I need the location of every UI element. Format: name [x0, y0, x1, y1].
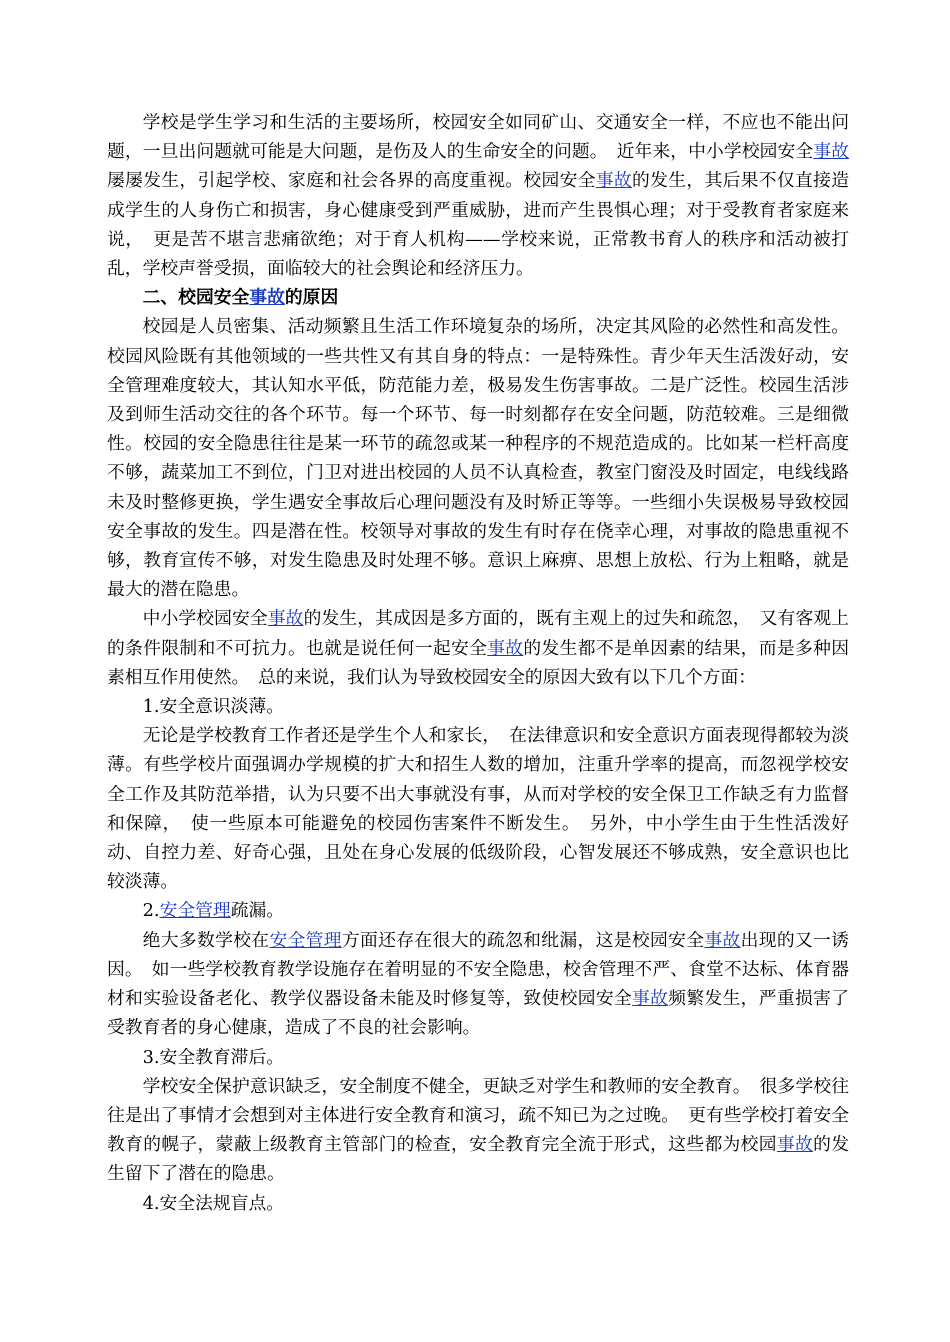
text-run: 校园是人员密集、活动频繁且生活工作环境复杂的场所，决定其风险的必然性和高发性。校园风险既有其他领域的一些共性又有其自身的特点：一是特殊性。青少年天生活泼好动，安全管理难度较大，其认知水平低，防范能力差，极易发生伤害事故。二是广泛性。校园生活涉及到师生活动交往的各个环节。每一个环节、每一时刻都存在安全问题，防范较难。三是细微性。校园的安全隐患往往是某一环节的疏忽或某一种程序的不规范造成的。比如某一栏杆高度不够，蔬菜加工不到位，门卫对进出校园的人员不认真检查，教室门窗没及时固定，电线线路未及时整修更换，学生遇安全事故后心理问题没有及时矫正等等。一些细小失误极易导致校园安全事故的发生。四是潜在性。校领导对事故的发生有时存在侥幸心理，对事故的隐患重视不够，教育宣传不够，对发生隐患及时处理不够。意识上麻痹、思想上放松、行为上粗略，就是最大的潜在隐患。 [107, 316, 849, 601]
text-run: 二、校园安全 [142, 287, 250, 309]
text-run: 学校是学生学习和生活的主要场所，校园安全如同矿山、交通安全一样，不应也不能出问题，一旦出问题就可能是大问题，是伤及人的生命安全的问题。 近年来，中小学校园安全 [107, 112, 849, 163]
text-run: 频繁发生，严重损害了受教育者的身心健康，造成了不良的社会影响。 [107, 988, 849, 1039]
body-paragraph [107, 1043, 849, 1072]
text-run: 无论是学校教育工作者还是学生个人和家长， 在法律意识和安全意识方面表现得都较为淡薄。有些学校片面强调办学规模的扩大和招生人数的增加，注重升学率的提高，而忽视学校安全工作及其防范举措，认为只要不出大事就没有事，从而对学校的安全保卫工作缺乏有力监督和保障， 使一些原本可能避免的校园伤害案件不断发生。 另外，中小学生由于生性活泼好动、自控力差、好奇心强，且处在身心发展的低级阶段，心智发展还不够成熟，安全意识也比较淡薄。 [107, 725, 849, 893]
text-run: 4.安全法规盲点。 [142, 1192, 285, 1214]
body-paragraph [107, 721, 849, 896]
keyword-link[interactable]: 事故 [813, 141, 849, 163]
body-paragraph [107, 692, 849, 721]
body-paragraph [107, 108, 849, 283]
keyword-link[interactable]: 事故 [776, 1134, 814, 1156]
keyword-link[interactable]: 事故 [487, 637, 524, 659]
body-paragraph [107, 1072, 849, 1189]
body-paragraph [107, 926, 849, 1043]
body-paragraph [107, 1189, 849, 1218]
text-run: 的发生，其后果不仅直接造成学生的人身伤亡和损害，身心健康受到严重威胁，进而产生畏惧心理；对于受教育者家庭来说， 更是苦不堪言悲痛欲绝；对于育人机构——学校来说，正常教书育人的秩序和活动被打乱，学校声誉受损，面临较大的社会舆论和经济压力。 [107, 170, 849, 280]
text-run: 学校安全保护意识缺乏，安全制度不健全，更缺乏对学生和教师的安全教育。 很多学校往往是出了事情才会想到对主体进行安全教育和演习，疏不知已为之过晚。 更有些学校打着安全教育的幌子，蒙蔽上级教育主管部门的检查，安全教育完全流于形式，这些都为校园 [107, 1075, 849, 1156]
text-run: 屡屡发生，引起学校、家庭和社会各界的高度重视。校园安全 [107, 170, 596, 192]
text-run: 的发生都不是单因素的结果，而是多种因素相互作用使然。 总的来说，我们认为导致校园安全的原因大致有以下几个方面： [107, 637, 849, 688]
text-run: 出现的又一诱因。 如一些学校教育教学设施存在着明显的不安全隐患，校舍管理不严、食堂不达标、体育器材和实验设备老化、教学仪器设备未能及时修复等，致使校园安全 [107, 929, 849, 1010]
keyword-link[interactable]: 安全管理 [269, 929, 342, 951]
text-run: 1.安全意识淡薄。 [142, 696, 285, 718]
text-run: 方面还存在很大的疏忽和纰漏，这是校园安全 [341, 929, 705, 951]
keyword-link[interactable]: 事故 [595, 170, 633, 192]
body-paragraph [107, 604, 849, 692]
body-paragraph [107, 312, 849, 604]
text-run: 的原因 [284, 287, 339, 309]
keyword-link[interactable]: 安全管理 [159, 900, 231, 922]
keyword-link[interactable]: 事故 [267, 608, 304, 630]
body-paragraph [107, 896, 849, 925]
text-run: 疏漏。 [230, 900, 285, 922]
text-run: 的发生，其成因是多方面的，既有主观上的过失和疏忽， 又有客观上的条件限制和不可抗力。也就是说任何一起安全 [107, 608, 849, 659]
document-page [107, 108, 849, 1218]
keyword-link[interactable]: 事故 [249, 287, 285, 309]
section-heading [107, 283, 849, 312]
keyword-link[interactable]: 事故 [704, 929, 741, 951]
text-run: 中小学校园安全 [142, 608, 268, 630]
text-run: 3.安全教育滞后。 [142, 1046, 285, 1068]
text-run: 绝大多数学校在 [142, 929, 270, 951]
text-run: 的发生留下了潜在的隐患。 [107, 1134, 849, 1185]
text-run: 2. [142, 900, 160, 922]
keyword-link[interactable]: 事故 [632, 988, 669, 1010]
